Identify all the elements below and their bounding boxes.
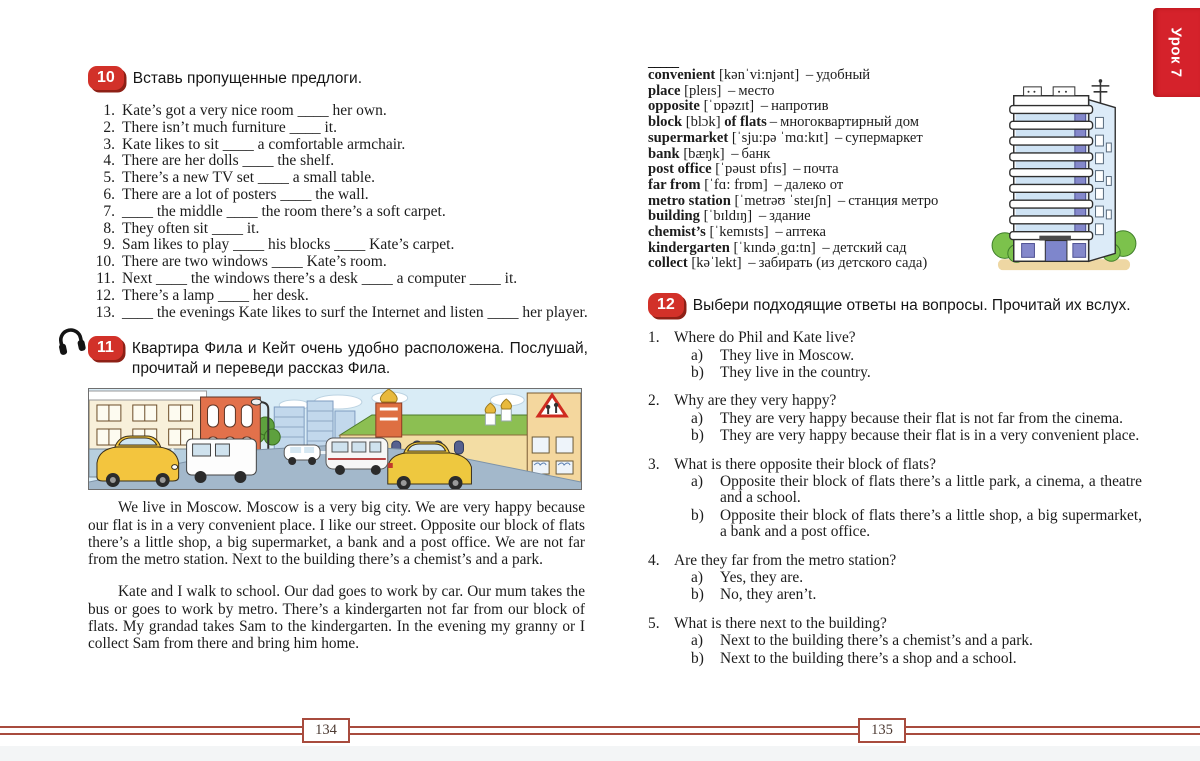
right-page (648, 55, 1142, 667)
list-item: 13. ____ the evenings Kate likes to surf the Internet and listen ____ her player. (95, 303, 588, 321)
exercise-10-badge: 10 (88, 66, 124, 90)
question-block: 2. Why are they very happy? a) They are very happy because their flat is not far from the cinema. b) They are very happy because their flat is in a very convenient place. (648, 392, 1140, 445)
list-item: 12. There’s a lamp ____ her desk. (95, 286, 309, 304)
vocab-entry: opposite [ˈɒpəzɪt] – напротив (648, 98, 829, 115)
vocab-entry: chemist’s [ˈkemɪsts] – аптека (648, 224, 826, 241)
list-item: 5. There’s a new TV set ____ a small table. (103, 169, 375, 187)
question-block: 3. What is there opposite their block of flats? a) Opposite their block of flats there’s a little park, a cinema, a theatre and a school. b) Opposite their block of flats there’s a little shop, a big supermarket, a bank and a post office. (648, 455, 1142, 541)
vocab-entry: block [blɔk] of flats – многоквартирный дом (648, 114, 919, 131)
vocab-entry: convenient [kənˈvi:njənt] – удобный (648, 67, 871, 83)
lesson-tab-label: Урок 7 (1168, 27, 1186, 78)
vocab-entry: place [pleɪs] – место (648, 82, 775, 99)
question-block: 5. What is there next to the building? a) Next to the building there’s a chemist’s and a park. b) Next to the building there’s a shop and a school. (648, 614, 1033, 667)
block-of-flats-illustration (990, 78, 1138, 280)
story-paragraph-1: We live in Moscow. Moscow is a very big city. We are very happy because our flat is in a very convenient place. I like our street. Opposite our block of flats there’s a little shop, a big supermarket, a bank and a post office. We are not far from the metro station. Next to the building there’s a chemist’s and a park. (88, 499, 585, 568)
list-item: 6. There are a lot of posters ____ the wall. (103, 185, 369, 203)
exercise-12 (648, 293, 1142, 667)
story-paragraph-2: Kate and I walk to school. Our dad goes to work by car. Our mum takes the bus or goes to work by metro. There’s a kindergarten not far from our block of flats. My grandad takes Sam to the kindergarten. In the evening my granny or I collect Sam from there and bring him home. (88, 583, 585, 653)
vocab-continuation-rule: _____ (648, 55, 678, 70)
list-item: 7. ____ the middle ____ the room there’s a soft carpet. (103, 202, 446, 220)
exercise-10-list (88, 103, 588, 321)
list-item: 3. Kate likes to sit ____ a comfortable armchair. (103, 135, 406, 153)
exercise-12-header (648, 293, 1142, 317)
question-block: 1. Where do Phil and Kate live? a) They live in Moscow. b) They live in the country. (648, 329, 871, 381)
vocab-entry: metro station [ˈmetrəʊ ˈsteɪʃn] – станция метро (648, 192, 939, 209)
list-item: 9. Sam likes to play ____ his blocks ____ Kate’s carpet. (103, 236, 455, 254)
headphones-icon (56, 327, 86, 355)
question-block: 4. Are they far from the metro station? a) Yes, they are. b) No, they aren’t. (648, 551, 897, 604)
vocab-entry: kindergarten [ˈkɪndəˌgɑ:tn] – детский сад (648, 239, 907, 256)
page-number-right: 135 (858, 718, 906, 743)
exercise-12-badge: 12 (648, 293, 684, 317)
exercise-11-instruction: Квартира Фила и Кейт очень удобно расположена. Послушай, прочитай и переведи рассказ Фила. (131, 340, 588, 378)
vocabulary-list (648, 55, 980, 272)
vocab-entry: collect [kəˈlekt] – забирать (из детского сада) (648, 255, 928, 272)
vocab-entry: supermarket [ˈsju:pə ˈmɑ:kɪt] – супермаркет (648, 129, 923, 146)
vocab-entry: post office [ˈpəust ɒfɪs] – почта (648, 161, 839, 178)
exercise-10-instruction: Вставь пропущенные предлоги. (132, 70, 363, 87)
list-item: 4. There are her dolls ____ the shelf. (103, 152, 335, 170)
vocab-entry: far from [ˈfɑ: frɒm] – далеко от (648, 176, 844, 193)
lesson-tab (1153, 8, 1200, 97)
list-item: 1. Kate’s got a very nice room ____ her own. (103, 102, 387, 119)
list-item: 11. Next ____ the windows there’s a desk ____ a computer ____ it. (96, 269, 518, 287)
footer-double-rule (0, 726, 1200, 735)
vocab-entry: building [ˈbɪldɪŋ] – здание (648, 208, 811, 225)
exercise-11-badge: 11 (88, 336, 123, 360)
list-item: 8. They often sit ____ it. (103, 219, 260, 237)
page-bottom-edge (0, 746, 1200, 761)
street-scene-illustration (88, 388, 582, 490)
list-item: 10. There are two windows ____ Kate’s room. (95, 253, 387, 271)
exercise-12-questions (648, 330, 1142, 667)
vocab-entry: bank [bæŋk] – банк (648, 145, 771, 162)
exercise-11-header (88, 336, 588, 379)
exercise-10-header (88, 66, 588, 90)
list-item: 2. There isn’t much furniture ____ it. (103, 118, 337, 136)
exercise-11 (88, 336, 588, 652)
page-number-left: 134 (302, 718, 350, 743)
exercise-12-instruction: Выбери подходящие ответы на вопросы. Прочитай их вслух. (692, 297, 1131, 315)
left-page (88, 66, 588, 668)
